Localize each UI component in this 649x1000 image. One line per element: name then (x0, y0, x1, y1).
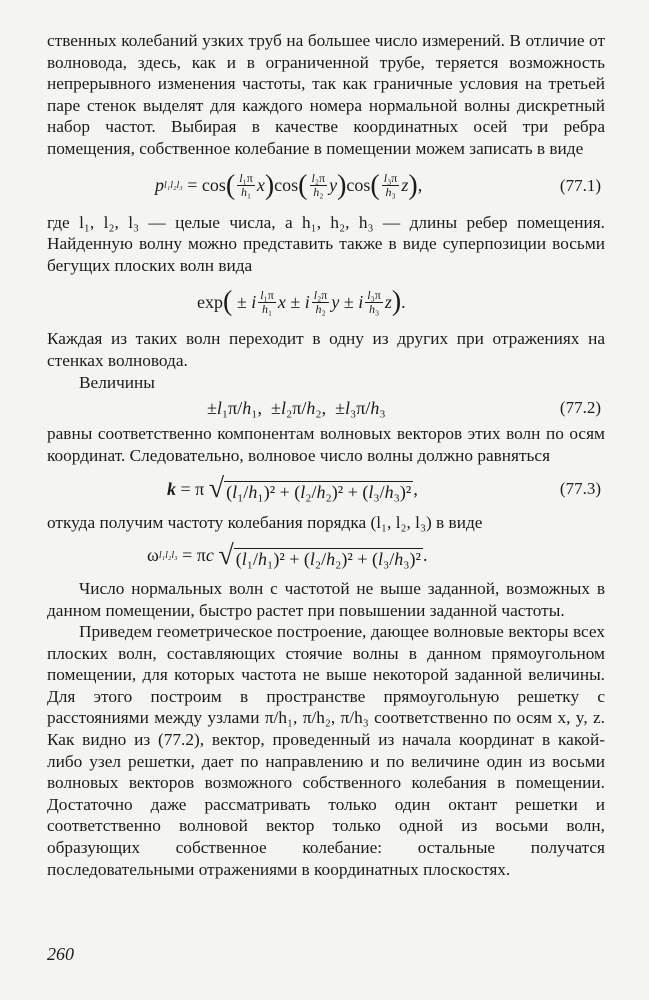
page-body (47, 30, 605, 880)
equation-77-1 (47, 160, 605, 212)
equation-77-1-number: (77.1) (559, 175, 601, 195)
equation-77-3-number: (77.3) (559, 479, 601, 499)
paragraph-7: Число нормальных волн с частотой не выше заданной, возможных в данном помещении, быстро растет при повышении заданной частоты. (47, 578, 605, 620)
paragraph-6: откуда получим частоту колебания порядка (l₁, l₂, l₃) в виде (47, 513, 483, 533)
paragraph-2: где l₁, l₂, l₃ — целые числа, а h₁, h₂, h₃ — длины ребер помещения. Найденную волну можно представить также в виде суперпозиции восьми бегущих плоских волн вида (47, 212, 605, 275)
paragraph-5: равны соответственно компонентам волновых векторов этих волн по осям координат. Следовательно, волновое число волны должно равняться (47, 424, 605, 465)
equation-omega-formula: ω l₁l₂l₃ = π c √ (l₁/h₁)² + (l₂/h₂)² + (l₃/h₃)² . (147, 539, 428, 571)
equation-77-2-formula: ± l ₁π/ h ₁, ± l ₂π/ h ₂, ± l ₃π/ h ₃ (207, 397, 386, 418)
equation-77-2 (47, 393, 605, 423)
paragraph-1: ственных колебаний узких труб на большее число измерений. В отличие от волновода, здесь, как и в ограниченной трубе, теряется возможность непрерывного изменения частоты, так как граничные условия на третьей паре стенок выделят для каждого номера нормальной волны дискретный набор частот. Выбирая в качестве координатных осей три ребра помещения, собственное колебание в помещении можем записать в виде (47, 31, 605, 158)
page-number: 260 (47, 944, 74, 964)
equation-77-3-formula: k = π √ (l₁/h₁)² + (l₂/h₂)² + (l₃/h₃)² , (167, 473, 418, 505)
paragraph-3: Каждая из таких волн переходит в одну из других при отражениях на стенках волновода. (47, 329, 605, 370)
paragraph-8: Приведем геометрическое построение, дающее волновые векторы всех плоских волн, составляющих стоячие волны в данном прямоугольном помещении, для которых частота не выше некоторой заданной величины. Для этого построим в пространстве прямоугольную решетку с расстояниями между узлами π/h₁, π/h₂, π/h₃ соответственно по осям x, y, z. Как видно из (77.2), вектор, проведенный из начала координат в какой-либо узел решетки, дает по направлению и по величине один из восьми волновых векторов возможного собственного колебания в помещении. Достаточно даже рассматривать только один октант решетки и соответственно волновой вектор только одной из восьми волн, образующих собственное колебание: остальные получатся последовательными отражениями в координатных плоскостях. (47, 622, 605, 879)
paragraph-4: Величины (79, 372, 155, 392)
equation-omega (47, 534, 605, 578)
equation-77-1-formula: p l₁l₂l₃ = cos ( $\frac{\text{l₁π}}{\text{h₁}}$ x ) cos ( $\frac{\text{l₂π}}{\text{h₂}}$ y ) cos ( $\frac{\text{l₃π}}{\text{h₃}}$ z ) , (155, 169, 423, 201)
equation-exp (47, 276, 605, 328)
equation-77-2-number: (77.2) (559, 398, 601, 418)
equation-exp-formula: exp ( ± i $\frac{\text{l₁π}}{\text{h₁}}$ x ± i $\frac{\text{l₂π}}{\text{h₂}}$ y ± i $\frac{\text{l₃π}}{\text{h₃}}$ z ) . (197, 286, 406, 318)
equation-77-3 (47, 466, 605, 512)
